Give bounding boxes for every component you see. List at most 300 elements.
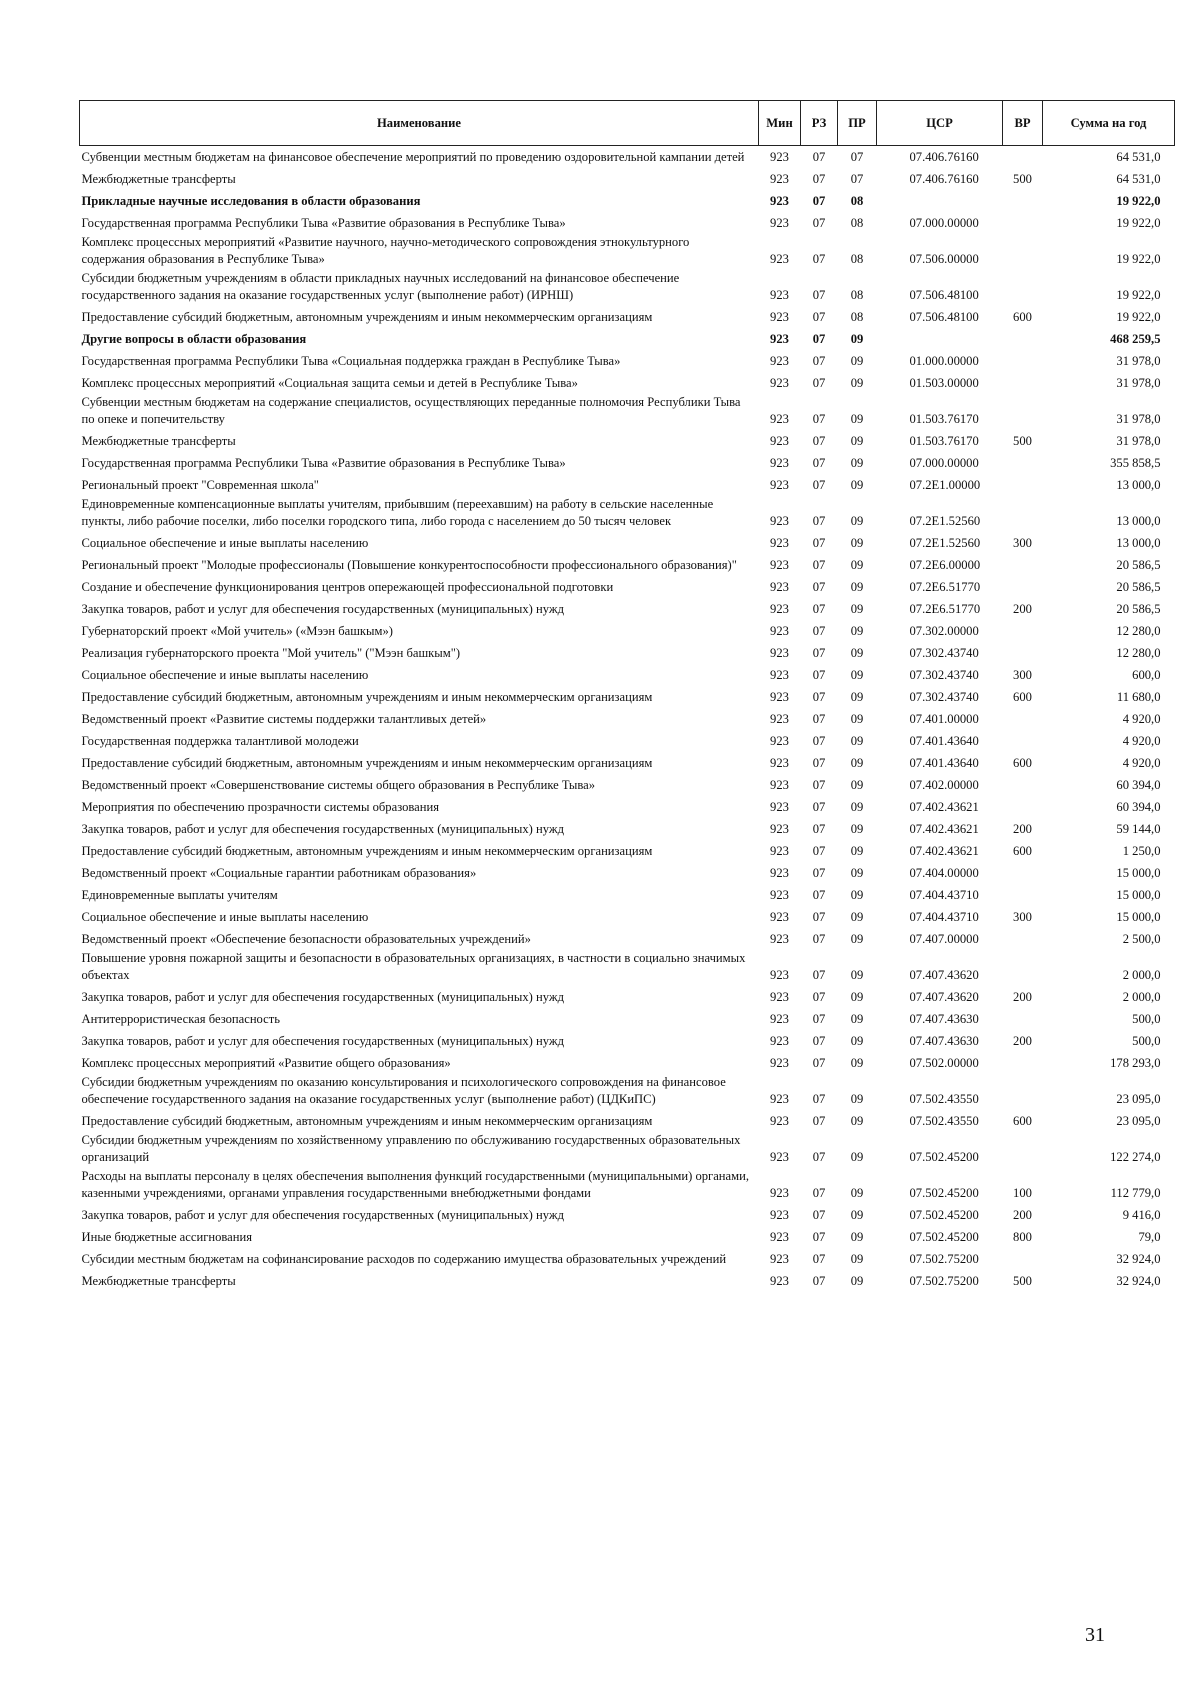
cell-rz: 07 <box>812 331 826 346</box>
table-row <box>80 774 1175 796</box>
table-row <box>80 708 1175 730</box>
cell-rz: 07 <box>812 215 826 230</box>
cell-sum: 4 920,0 <box>1122 755 1161 770</box>
cell-min: 923 <box>770 1011 789 1026</box>
cell-pr: 09 <box>850 535 864 550</box>
cell-rz: 07 <box>812 287 826 302</box>
cell-sum: 13 000,0 <box>1116 535 1161 550</box>
cell-pr: 09 <box>850 1229 864 1244</box>
cell-rz: 07 <box>812 777 826 792</box>
cell-sum: 60 394,0 <box>1116 799 1161 814</box>
header-sum: Сумма на год <box>1043 101 1175 146</box>
cell-name: Предоставление субсидий бюджетным, автономным учреждениям и иным некоммерческим организациям <box>81 755 653 770</box>
cell-name: Иные бюджетные ассигнования <box>81 1229 253 1244</box>
cell-min: 923 <box>770 455 789 470</box>
cell-sum: 59 144,0 <box>1116 821 1161 836</box>
cell-pr: 09 <box>850 865 864 880</box>
cell-min: 923 <box>770 645 789 660</box>
header-row <box>80 101 1175 146</box>
cell-csr: 07.2Е6.00000 <box>909 557 981 572</box>
cell-vr <box>1003 642 1043 664</box>
cell-pr: 09 <box>850 477 864 492</box>
cell-min: 923 <box>770 623 789 638</box>
table-body <box>80 146 1175 1292</box>
cell-rz: 07 <box>812 1033 826 1048</box>
cell-min: 923 <box>770 535 789 550</box>
cell-name: Предоставление субсидий бюджетным, автономным учреждениям и иным некоммерческим организациям <box>81 689 653 704</box>
table-row <box>80 190 1175 212</box>
cell-min: 923 <box>770 375 789 390</box>
cell-name: Закупка товаров, работ и услуг для обеспечения государственных (муниципальных) нужд <box>81 989 564 1004</box>
cell-pr: 09 <box>850 711 864 726</box>
table-row <box>80 906 1175 928</box>
cell-name: Закупка товаров, работ и услуг для обеспечения государственных (муниципальных) нужд <box>81 821 564 836</box>
cell-min: 923 <box>770 1091 789 1106</box>
header-csr: ЦСР <box>877 101 1003 146</box>
cell-csr: 07.406.76160 <box>909 149 979 164</box>
cell-name: Другие вопросы в области образования <box>81 331 307 346</box>
cell-vr: 800 <box>1013 1229 1032 1244</box>
cell-min: 923 <box>770 711 789 726</box>
cell-min: 923 <box>770 309 789 324</box>
cell-name: Создание и обеспечение функционирования центров опережающей профессиональной подготовки <box>81 579 614 594</box>
cell-min: 923 <box>770 1149 789 1164</box>
cell-csr: 07.407.43620 <box>909 989 979 1004</box>
cell-csr: 07.406.76160 <box>909 171 979 186</box>
cell-rz: 07 <box>812 865 826 880</box>
cell-sum: 500,0 <box>1132 1033 1161 1048</box>
cell-pr: 09 <box>850 1273 864 1288</box>
cell-pr: 09 <box>850 1207 864 1222</box>
table-row <box>80 986 1175 1008</box>
cell-name: Социальное обеспечение и иные выплаты населению <box>81 535 369 550</box>
cell-pr: 09 <box>850 689 864 704</box>
cell-min: 923 <box>770 1185 789 1200</box>
table-row <box>80 372 1175 394</box>
cell-sum: 600,0 <box>1132 667 1161 682</box>
cell-rz: 07 <box>812 171 826 186</box>
cell-rz: 07 <box>812 433 826 448</box>
cell-csr: 07.502.45200 <box>909 1185 979 1200</box>
cell-pr: 09 <box>850 579 864 594</box>
cell-csr: 07.407.43630 <box>909 1033 979 1048</box>
cell-sum: 19 922,0 <box>1116 193 1161 208</box>
cell-name: Предоставление субсидий бюджетным, автономным учреждениям и иным некоммерческим организациям <box>81 309 653 324</box>
cell-name: Мероприятия по обеспечению прозрачности системы образования <box>81 799 440 814</box>
cell-rz: 07 <box>812 843 826 858</box>
cell-min: 923 <box>770 433 789 448</box>
cell-csr: 07.302.43740 <box>909 667 979 682</box>
cell-rz: 07 <box>812 755 826 770</box>
table-row <box>80 350 1175 372</box>
cell-vr <box>1003 234 1043 270</box>
cell-sum: 15 000,0 <box>1116 887 1161 902</box>
cell-min: 923 <box>770 557 789 572</box>
header-min: Мин <box>759 101 801 146</box>
cell-sum: 355 858,5 <box>1110 455 1161 470</box>
cell-vr: 600 <box>1013 689 1032 704</box>
cell-sum: 4 920,0 <box>1122 711 1161 726</box>
cell-name: Государственная программа Республики Тыва «Развитие образования в Республике Тыва» <box>81 215 566 230</box>
cell-vr <box>1003 730 1043 752</box>
cell-rz: 07 <box>812 1207 826 1222</box>
page-number: 31 <box>1085 1624 1105 1646</box>
cell-sum: 60 394,0 <box>1116 777 1161 792</box>
cell-name: Субвенции местным бюджетам на содержание специалистов, осуществляющих переданные полномочия Республики Тыва по опеке и попечительству <box>81 394 741 426</box>
cell-name: Ведомственный проект «Обеспечение безопасности образовательных учреждений» <box>81 931 531 946</box>
cell-csr: 07.401.43640 <box>909 755 979 770</box>
cell-name: Социальное обеспечение и иные выплаты населению <box>81 909 369 924</box>
cell-sum: 64 531,0 <box>1116 171 1161 186</box>
cell-name: Закупка товаров, работ и услуг для обеспечения государственных (муниципальных) нужд <box>81 1033 564 1048</box>
cell-rz: 07 <box>812 1091 826 1106</box>
table-row <box>80 928 1175 950</box>
cell-min: 923 <box>770 149 789 164</box>
cell-rz: 07 <box>812 455 826 470</box>
cell-sum: 31 978,0 <box>1116 353 1161 368</box>
cell-pr: 07 <box>850 149 864 164</box>
cell-vr <box>1003 1008 1043 1030</box>
cell-vr: 300 <box>1013 535 1032 550</box>
header-name: Наименование <box>80 101 759 146</box>
cell-csr: 07.402.43621 <box>909 799 979 814</box>
table-row <box>80 452 1175 474</box>
cell-pr: 09 <box>850 1113 864 1128</box>
cell-rz: 07 <box>812 989 826 1004</box>
table-row <box>80 818 1175 840</box>
cell-sum: 12 280,0 <box>1116 623 1161 638</box>
cell-csr: 07.407.43630 <box>909 1011 979 1026</box>
table-row <box>80 474 1175 496</box>
cell-vr <box>1003 270 1043 306</box>
cell-rz: 07 <box>812 477 826 492</box>
cell-pr: 09 <box>850 667 864 682</box>
cell-vr <box>1003 372 1043 394</box>
cell-vr <box>1003 796 1043 818</box>
table-row <box>80 394 1175 430</box>
cell-pr: 09 <box>850 777 864 792</box>
cell-min: 923 <box>770 1229 789 1244</box>
cell-csr: 07.000.00000 <box>909 455 979 470</box>
cell-pr: 09 <box>850 331 864 346</box>
cell-pr: 09 <box>850 623 864 638</box>
table-header <box>80 101 1175 146</box>
cell-name: Региональный проект "Молодые профессионалы (Повышение конкурентоспособности профессионального образования)" <box>81 557 737 572</box>
cell-min: 923 <box>770 1251 789 1266</box>
cell-rz: 07 <box>812 623 826 638</box>
cell-csr: 07.401.00000 <box>909 711 979 726</box>
cell-csr: 07.302.43740 <box>909 689 979 704</box>
table-row <box>80 1110 1175 1132</box>
cell-min: 923 <box>770 1273 789 1288</box>
cell-sum: 19 922,0 <box>1116 309 1161 324</box>
cell-vr: 300 <box>1013 909 1032 924</box>
cell-vr <box>1003 146 1043 168</box>
cell-vr: 300 <box>1013 667 1032 682</box>
cell-min: 923 <box>770 513 789 528</box>
table-row <box>80 1248 1175 1270</box>
cell-name: Межбюджетные трансферты <box>81 171 236 186</box>
cell-name: Ведомственный проект «Социальные гарантии работникам образования» <box>81 865 477 880</box>
cell-csr: 01.503.76170 <box>909 433 979 448</box>
cell-sum: 112 779,0 <box>1110 1185 1161 1200</box>
cell-pr: 09 <box>850 375 864 390</box>
table-row <box>80 796 1175 818</box>
cell-min: 923 <box>770 755 789 770</box>
table-row <box>80 212 1175 234</box>
cell-name: Субсидии бюджетным учреждениям в области прикладных научных исследований на финансовое обеспечение государственного задания на оказание государственных услуг (выполнение работ) (ИРНШ) <box>81 270 680 302</box>
cell-sum: 13 000,0 <box>1116 513 1161 528</box>
cell-csr: 07.407.43620 <box>909 967 979 982</box>
cell-vr: 200 <box>1013 1207 1032 1222</box>
table-row <box>80 1008 1175 1030</box>
cell-min: 923 <box>770 777 789 792</box>
table-row <box>80 1270 1175 1292</box>
cell-vr <box>1003 190 1043 212</box>
cell-pr: 09 <box>850 411 864 426</box>
cell-min: 923 <box>770 689 789 704</box>
cell-name: Субсидии бюджетным учреждениям по оказанию консультирования и психологического сопровождения на финансовое обеспечение государственного задания на оказание государственных услуг (выполнение работ) (ЦДКиПС) <box>81 1074 726 1106</box>
cell-sum: 19 922,0 <box>1116 215 1161 230</box>
cell-name: Межбюджетные трансферты <box>81 433 236 448</box>
cell-rz: 07 <box>812 535 826 550</box>
cell-csr: 07.402.43621 <box>909 821 979 836</box>
cell-rz: 07 <box>812 251 826 266</box>
cell-vr: 200 <box>1013 1033 1032 1048</box>
cell-rz: 07 <box>812 557 826 572</box>
cell-name: Единовременные выплаты учителям <box>81 887 278 902</box>
cell-rz: 07 <box>812 1011 826 1026</box>
cell-csr: 07.2Е1.00000 <box>909 477 981 492</box>
cell-rz: 07 <box>812 411 826 426</box>
cell-csr: 07.502.43550 <box>909 1091 979 1106</box>
cell-min: 923 <box>770 215 789 230</box>
cell-csr: 01.000.00000 <box>909 353 979 368</box>
cell-csr: 07.506.48100 <box>909 309 979 324</box>
cell-pr: 09 <box>850 1091 864 1106</box>
cell-pr: 09 <box>850 989 864 1004</box>
table-row <box>80 1204 1175 1226</box>
table-row <box>80 1074 1175 1110</box>
cell-pr: 09 <box>850 557 864 572</box>
cell-csr: 07.407.00000 <box>909 931 979 946</box>
table-row <box>80 620 1175 642</box>
cell-pr: 09 <box>850 455 864 470</box>
cell-sum: 79,0 <box>1138 1229 1161 1244</box>
cell-rz: 07 <box>812 711 826 726</box>
cell-sum: 19 922,0 <box>1116 251 1161 266</box>
cell-csr: 07.402.43621 <box>909 843 979 858</box>
cell-rz: 07 <box>812 513 826 528</box>
cell-pr: 09 <box>850 1251 864 1266</box>
cell-csr: 07.402.00000 <box>909 777 979 792</box>
cell-sum: 2 000,0 <box>1122 989 1161 1004</box>
cell-vr: 600 <box>1013 755 1032 770</box>
cell-csr: 07.502.45200 <box>909 1149 979 1164</box>
cell-min: 923 <box>770 931 789 946</box>
cell-csr: 07.401.43640 <box>909 733 979 748</box>
cell-sum: 15 000,0 <box>1116 909 1161 924</box>
cell-pr: 08 <box>850 193 864 208</box>
cell-name: Реализация губернаторского проекта "Мой учитель" ("Мээн башкым") <box>81 645 461 660</box>
cell-vr: 500 <box>1013 171 1032 186</box>
cell-sum: 20 586,5 <box>1116 557 1161 572</box>
cell-sum: 4 920,0 <box>1122 733 1161 748</box>
cell-pr: 09 <box>850 1033 864 1048</box>
cell-csr: 07.502.75200 <box>909 1251 979 1266</box>
cell-min: 923 <box>770 667 789 682</box>
cell-vr <box>1003 576 1043 598</box>
cell-name: Комплекс процессных мероприятий «Развитие общего образования» <box>81 1055 451 1070</box>
cell-sum: 13 000,0 <box>1116 477 1161 492</box>
cell-vr <box>1003 862 1043 884</box>
cell-pr: 09 <box>850 513 864 528</box>
cell-name: Государственная программа Республики Тыва «Развитие образования в Республике Тыва» <box>81 455 566 470</box>
cell-sum: 20 586,5 <box>1116 579 1161 594</box>
table-row <box>80 642 1175 664</box>
cell-pr: 09 <box>850 1149 864 1164</box>
cell-sum: 12 280,0 <box>1116 645 1161 660</box>
cell-min: 923 <box>770 251 789 266</box>
cell-sum: 2 500,0 <box>1122 931 1161 946</box>
table-row <box>80 328 1175 350</box>
cell-sum: 2 000,0 <box>1122 967 1161 982</box>
cell-csr <box>877 190 1003 212</box>
table-row <box>80 496 1175 532</box>
cell-rz: 07 <box>812 1251 826 1266</box>
cell-csr: 07.000.00000 <box>909 215 979 230</box>
cell-sum: 15 000,0 <box>1116 865 1161 880</box>
cell-name: Расходы на выплаты персоналу в целях обеспечения выполнения функций государственными (муниципальными) органами, казенными учреждениями, органами управления государственными внебюджетными фондами <box>81 1168 749 1200</box>
cell-csr: 07.302.43740 <box>909 645 979 660</box>
cell-sum: 1 250,0 <box>1122 843 1161 858</box>
cell-rz: 07 <box>812 309 826 324</box>
cell-csr: 07.502.45200 <box>909 1207 979 1222</box>
cell-rz: 07 <box>812 1273 826 1288</box>
cell-rz: 07 <box>812 931 826 946</box>
cell-name: Комплекс процессных мероприятий «Развитие научного, научно-методического сопровождения этнокультурного содержания образования в Республике Тыва» <box>81 234 690 266</box>
cell-min: 923 <box>770 1033 789 1048</box>
cell-min: 923 <box>770 799 789 814</box>
cell-pr: 09 <box>850 1055 864 1070</box>
table-row <box>80 840 1175 862</box>
cell-name: Закупка товаров, работ и услуг для обеспечения государственных (муниципальных) нужд <box>81 601 564 616</box>
cell-vr <box>1003 1132 1043 1168</box>
cell-rz: 07 <box>812 193 826 208</box>
cell-rz: 07 <box>812 1229 826 1244</box>
cell-min: 923 <box>770 1055 789 1070</box>
cell-csr: 07.302.00000 <box>909 623 979 638</box>
cell-csr: 01.503.00000 <box>909 375 979 390</box>
cell-name: Губернаторский проект «Мой учитель» («Мээн башкым») <box>81 623 393 638</box>
cell-rz: 07 <box>812 967 826 982</box>
cell-pr: 09 <box>850 799 864 814</box>
cell-vr <box>1003 452 1043 474</box>
cell-sum: 64 531,0 <box>1116 149 1161 164</box>
cell-csr: 07.502.75200 <box>909 1273 979 1288</box>
cell-min: 923 <box>770 887 789 902</box>
cell-pr: 09 <box>850 433 864 448</box>
cell-vr <box>1003 350 1043 372</box>
cell-vr <box>1003 774 1043 796</box>
cell-name: Предоставление субсидий бюджетным, автономным учреждениям и иным некоммерческим организациям <box>81 1113 653 1128</box>
cell-vr: 600 <box>1013 309 1032 324</box>
cell-sum: 31 978,0 <box>1116 411 1161 426</box>
table-row <box>80 146 1175 168</box>
cell-sum: 20 586,5 <box>1116 601 1161 616</box>
cell-vr <box>1003 950 1043 986</box>
cell-sum: 31 978,0 <box>1116 375 1161 390</box>
cell-vr: 600 <box>1013 1113 1032 1128</box>
table-row <box>80 752 1175 774</box>
cell-name: Субвенции местным бюджетам на финансовое обеспечение мероприятий по проведению оздоровительной кампании детей <box>81 149 745 164</box>
cell-csr: 07.2Е1.52560 <box>909 513 981 528</box>
table-row <box>80 532 1175 554</box>
cell-vr <box>1003 1052 1043 1074</box>
cell-csr: 07.506.00000 <box>909 251 979 266</box>
cell-min: 923 <box>770 353 789 368</box>
cell-vr <box>1003 328 1043 350</box>
cell-vr <box>1003 1248 1043 1270</box>
cell-min: 923 <box>770 733 789 748</box>
cell-sum: 19 922,0 <box>1116 287 1161 302</box>
cell-rz: 07 <box>812 667 826 682</box>
table-row <box>80 554 1175 576</box>
cell-min: 923 <box>770 193 789 208</box>
cell-min: 923 <box>770 579 789 594</box>
header-vr: ВР <box>1003 101 1043 146</box>
table-row <box>80 306 1175 328</box>
cell-vr <box>1003 708 1043 730</box>
cell-csr: 07.506.48100 <box>909 287 979 302</box>
table-row <box>80 664 1175 686</box>
cell-pr: 09 <box>850 755 864 770</box>
cell-sum: 31 978,0 <box>1116 433 1161 448</box>
cell-rz: 07 <box>812 799 826 814</box>
table-row <box>80 686 1175 708</box>
cell-rz: 07 <box>812 353 826 368</box>
cell-sum: 23 095,0 <box>1116 1091 1161 1106</box>
cell-vr <box>1003 496 1043 532</box>
cell-min: 923 <box>770 1113 789 1128</box>
cell-csr <box>877 328 1003 350</box>
cell-sum: 468 259,5 <box>1110 331 1161 346</box>
cell-pr: 09 <box>850 843 864 858</box>
cell-min: 923 <box>770 171 789 186</box>
cell-rz: 07 <box>812 887 826 902</box>
table-row <box>80 430 1175 452</box>
table-row <box>80 1132 1175 1168</box>
cell-name: Повышение уровня пожарной защиты и безопасности в образовательных организациях, в частности в социально значимых объектах <box>81 950 746 982</box>
cell-rz: 07 <box>812 601 826 616</box>
budget-table <box>79 100 1175 1292</box>
cell-csr: 07.404.00000 <box>909 865 979 880</box>
cell-rz: 07 <box>812 149 826 164</box>
cell-csr: 07.502.00000 <box>909 1055 979 1070</box>
cell-vr: 600 <box>1013 843 1032 858</box>
cell-pr: 08 <box>850 309 864 324</box>
cell-pr: 09 <box>850 1185 864 1200</box>
cell-name: Антитеррористическая безопасность <box>81 1011 281 1026</box>
cell-name: Субсидии бюджетным учреждениям по хозяйственному управлению по обслуживанию государственных образовательных организаций <box>81 1132 741 1164</box>
cell-pr: 09 <box>850 601 864 616</box>
cell-vr: 200 <box>1013 821 1032 836</box>
cell-rz: 07 <box>812 1185 826 1200</box>
table-row <box>80 950 1175 986</box>
cell-pr: 09 <box>850 1011 864 1026</box>
cell-name: Единовременные компенсационные выплаты учителям, прибывшим (переехавшим) на работу в сельские населенные пункты, либо рабочие поселки, либо поселки городского типа, либо города с населением до 50 тысяч человек <box>81 496 714 528</box>
table-row <box>80 1226 1175 1248</box>
